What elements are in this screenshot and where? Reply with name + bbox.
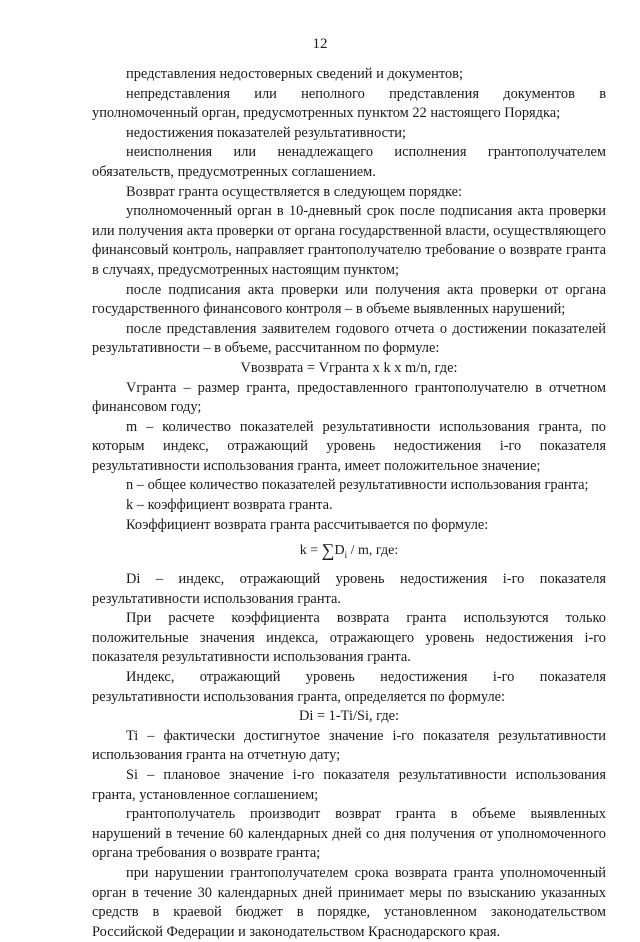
paragraph-calc: При расчете коэффициента возврата гранта используются только положительные значения индекса, отражающего уровень недостижения i-го показателя результативности использования гранта. — [92, 610, 606, 666]
paragraph-2: непредставления или неполного представления документов в уполномоченный орган, предусмотренных пунктом 22 настоящего Порядка; — [92, 85, 606, 122]
paragraph-5: Возврат гранта осуществляется в следующем порядке: — [126, 183, 462, 200]
paragraph-k: k – коэффициент возврата гранта. — [126, 497, 333, 514]
sum-symbol: ∑ — [321, 540, 335, 561]
formula-v-return: Vвозврата = Vгранта x k x m/n, где: — [240, 359, 458, 376]
formula-k-rest: / m, где: — [347, 543, 399, 559]
paragraph-vgrant: Vгранта – размер гранта, предоставленного грантополучателю в отчетном финансовом году; — [92, 379, 606, 416]
paragraph-ti: Ti – фактически достигнутое значение i-го показателя результативности использования гранта на отчетную дату; — [92, 727, 606, 764]
paragraph-m: m – количество показателей результативности использования гранта, по которым индекс, отражающий уровень недостижения i-го показателя результативности использования гранта, имеет положительное значение; — [92, 418, 606, 474]
paragraph-di: Di – индекс, отражающий уровень недостижения i-го показателя результативности использования гранта. — [92, 571, 606, 607]
paragraph-7: после подписания акта проверки или получения акта проверки от органа государственного финансового контроля – в объеме выявленных нарушений; — [92, 281, 606, 318]
formula-k-subscript: i — [344, 550, 348, 561]
formula-k — [92, 539, 606, 566]
formula-k-lhs: k = — [299, 543, 322, 559]
page-number: 12 — [312, 36, 328, 52]
paragraph-1: представления недостоверных сведений и документов; — [126, 66, 463, 82]
paragraph-6: уполномоченный орган в 10-дневный срок после подписания акта проверки или получения акта проверки от органа государственной власти, осуществляющего финансовый контроль, направляет грантополучателю требование о возврате гранта в случаях, предусмотренных настоящим пунктом; — [92, 203, 606, 278]
paragraph-index: Индекс, отражающий уровень недостижения i-го показателя результативности использования гранта, определяется по формуле: — [92, 669, 606, 705]
formula-k-term: D — [334, 543, 345, 559]
paragraph-n: n – общее количество показателей результативности использования гранта; — [126, 477, 589, 494]
paragraph-k-formula-intro: Коэффициент возврата гранта рассчитывается по формуле: — [126, 516, 489, 533]
paragraph-8: после представления заявителем годового отчета о достижении показателей результативности – в объеме, рассчитанном по формуле: — [92, 320, 606, 357]
paragraph-4: неисполнения или ненадлежащего исполнения грантополучателем обязательств, предусмотренных соглашением. — [92, 144, 606, 180]
document-body — [92, 65, 606, 942]
paragraph-violation: при нарушении грантополучателем срока возврата гранта уполномоченный орган в течение 30 календарных дней принимает меры по взысканию указанных средств в краевой бюджет в порядке, установленном законодательством Российской Федерации и законодательством Краснодарского края. — [92, 864, 606, 940]
paragraph-3: недостижения показателей результативности; — [126, 124, 407, 141]
formula-di: Di = 1-Ti/Si, где: — [298, 708, 400, 725]
paragraph-return: грантополучатель производит возврат гранта в объеме выявленных нарушений в течение 60 календарных дней со дня получения от уполномоченного органа требования о возврате гранта; — [92, 806, 606, 862]
paragraph-si: Si – плановое значение i-го показателя результативности использования гранта, установленное соглашением; — [92, 766, 606, 803]
